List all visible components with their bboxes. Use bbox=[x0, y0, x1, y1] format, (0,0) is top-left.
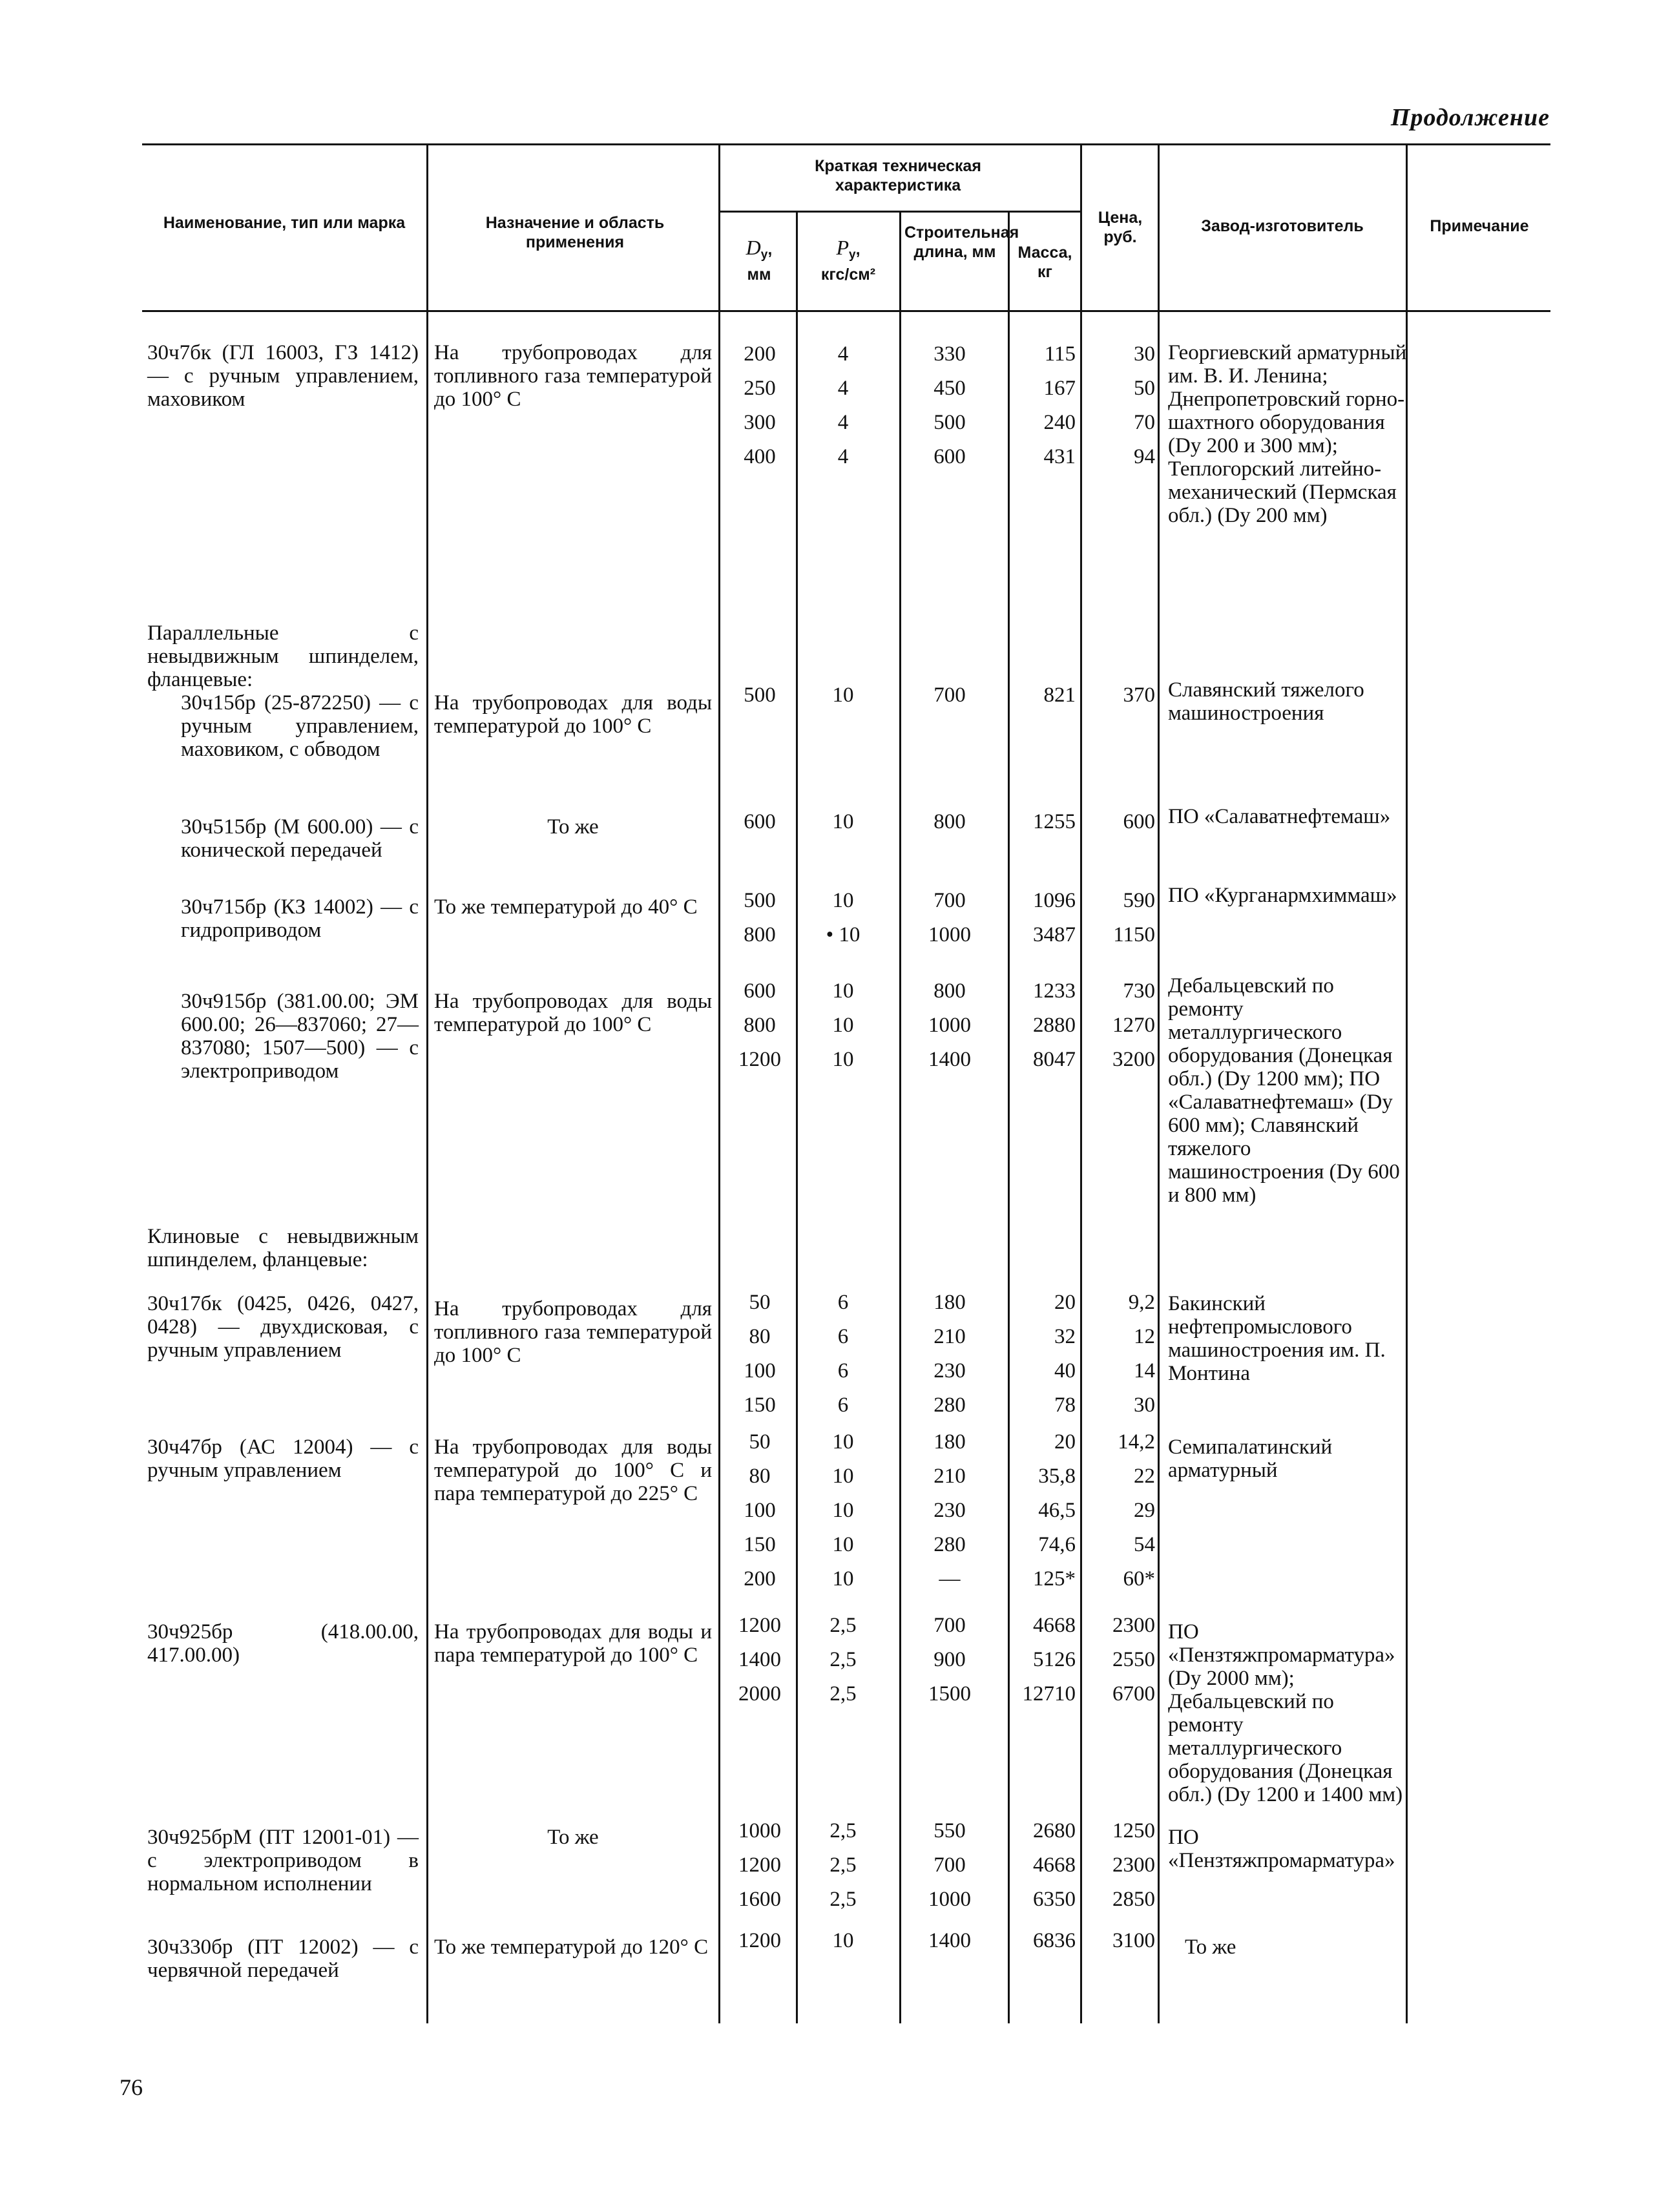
col-divider-py bbox=[899, 211, 901, 2023]
row-5-length-1: 210 bbox=[933, 1325, 966, 1348]
row-5-price-3: 30 bbox=[1134, 1393, 1155, 1417]
row-9-py bbox=[801, 1924, 885, 1958]
row-6-py-0: 10 bbox=[832, 1430, 854, 1454]
row-4-dy bbox=[721, 974, 798, 1077]
row-2-maker: ПО «Салаватнефтемаш» bbox=[1168, 805, 1391, 828]
row-1-price-0: 370 bbox=[1123, 683, 1155, 707]
row-7-py-0: 2,5 bbox=[829, 1614, 857, 1637]
row-4-py-1: 10 bbox=[832, 1014, 854, 1037]
row-3-py-1: • 10 bbox=[826, 923, 860, 946]
row-4-dy-2: 1200 bbox=[738, 1048, 781, 1071]
row-6-py bbox=[801, 1425, 885, 1596]
row-5-price-0: 9,2 bbox=[1128, 1291, 1155, 1314]
row-7-mass-0: 4668 bbox=[1033, 1614, 1076, 1637]
row-3-price bbox=[1078, 884, 1155, 952]
row-7-price bbox=[1078, 1609, 1155, 1711]
row-8-mass bbox=[1011, 1814, 1076, 1917]
row-8-mass-2: 6350 bbox=[1033, 1888, 1076, 1911]
header-dy: $D_у$, мм bbox=[746, 236, 773, 284]
header-dy-symbol: D bbox=[746, 236, 761, 259]
row-8-dy bbox=[721, 1814, 798, 1917]
row-1-length bbox=[904, 678, 995, 713]
row-9-mass bbox=[1011, 1924, 1076, 1958]
row-5-price-2: 14 bbox=[1134, 1359, 1155, 1382]
row-4-mass bbox=[1011, 974, 1076, 1077]
header-py-unit: кгс/см² bbox=[820, 266, 876, 284]
row-1-mass bbox=[1011, 678, 1076, 713]
row-0-name: 30ч7бк (ГЛ 16003, ГЗ 1412) — с ручным управлением, маховиком bbox=[147, 341, 419, 411]
row-6-dy-0: 50 bbox=[749, 1430, 771, 1454]
row-5-py-0: 6 bbox=[837, 1291, 849, 1314]
row-6-purpose: На трубопроводах для воды температурой до 100° С и пара температурой до 225° С bbox=[434, 1435, 712, 1505]
row-0-maker: Георгиевский арматурный им. В. И. Ленина; Днепропетровский горно-шахтного оборудования (Dу 200 и 300 мм); Теплогорский литейно-механический (Пермская обл.) (Dу 200 мм) bbox=[1168, 341, 1407, 527]
header-length-text: Строительная длина, мм bbox=[904, 224, 1019, 261]
header-top-rule bbox=[142, 143, 1550, 145]
row-7-length-0: 700 bbox=[933, 1614, 966, 1637]
row-5-price-1: 12 bbox=[1134, 1325, 1155, 1348]
row-7-py bbox=[801, 1609, 885, 1711]
col-divider-length bbox=[1008, 211, 1010, 2023]
row-4-purpose: На трубопроводах для воды температурой до 100° С bbox=[434, 990, 712, 1036]
row-0-mass-1: 167 bbox=[1043, 377, 1076, 400]
row-9-price bbox=[1078, 1924, 1155, 1958]
row-8-length bbox=[904, 1814, 995, 1917]
header-price-text: Цена, руб. bbox=[1098, 209, 1143, 246]
row-5-mass-0: 20 bbox=[1054, 1291, 1076, 1314]
row-6-py-2: 10 bbox=[832, 1499, 854, 1522]
row-6-mass-4: 125* bbox=[1033, 1567, 1076, 1591]
header-purpose bbox=[439, 213, 711, 252]
row-0-length bbox=[904, 337, 995, 474]
row-0-dy-1: 250 bbox=[744, 377, 776, 400]
header-note-text: Примечание bbox=[1430, 217, 1529, 235]
row-2-dy bbox=[721, 805, 798, 839]
row-7-dy-2: 2000 bbox=[738, 1682, 781, 1706]
row-0-length-1: 450 bbox=[933, 377, 966, 400]
row-9-maker: То же bbox=[1185, 1936, 1236, 1959]
row-6-name: 30ч47бр (АС 12004) — с ручным управлением bbox=[147, 1435, 419, 1482]
row-0-mass-0: 115 bbox=[1044, 342, 1076, 366]
row-7-dy bbox=[721, 1609, 798, 1711]
row-8-maker: ПО «Пензтяжпромарматура» bbox=[1168, 1826, 1395, 1872]
header-length bbox=[904, 223, 1019, 262]
row-2-price bbox=[1078, 805, 1155, 839]
row-3-length-1: 1000 bbox=[928, 923, 971, 946]
row-7-price-2: 6700 bbox=[1112, 1682, 1155, 1706]
row-7-price-1: 2550 bbox=[1112, 1648, 1155, 1671]
row-0-price-0: 30 bbox=[1134, 342, 1155, 366]
row-6-length bbox=[904, 1425, 995, 1596]
row-4-length-1: 1000 bbox=[928, 1014, 971, 1037]
row-5-length-0: 180 bbox=[933, 1291, 966, 1314]
row-2-name: 30ч515бр (М 600.00) — с конической передачей bbox=[181, 815, 419, 862]
row-3-py bbox=[801, 884, 885, 952]
row-4-length-2: 1400 bbox=[928, 1048, 971, 1071]
row-0-mass-3: 431 bbox=[1043, 445, 1076, 468]
row-9-length bbox=[904, 1924, 995, 1958]
row-6-length-3: 280 bbox=[933, 1533, 966, 1556]
row-8-py-2: 2,5 bbox=[829, 1888, 857, 1911]
row-6-dy-4: 200 bbox=[744, 1567, 776, 1591]
col-divider-purpose bbox=[718, 143, 720, 2023]
row-6-price-3: 54 bbox=[1134, 1533, 1155, 1556]
row-0-py bbox=[801, 337, 885, 474]
row-6-mass-1: 35,8 bbox=[1038, 1465, 1076, 1488]
row-6-length-2: 230 bbox=[933, 1499, 966, 1522]
row-8-price bbox=[1078, 1814, 1155, 1917]
row-0-price-3: 94 bbox=[1134, 445, 1155, 468]
header-mass-text: Масса, кг bbox=[1017, 244, 1072, 281]
continuation-title: Продолжение bbox=[1390, 104, 1550, 131]
row-0-price bbox=[1078, 337, 1155, 474]
row-3-purpose: То же температурой до 40° С bbox=[434, 895, 698, 919]
row-8-purpose: То же bbox=[547, 1826, 599, 1849]
row-7-mass-1: 5126 bbox=[1033, 1648, 1076, 1671]
row-6-py-1: 10 bbox=[832, 1465, 854, 1488]
row-2-purpose: То же bbox=[547, 815, 599, 839]
row-6-length-4: — bbox=[939, 1567, 961, 1591]
row-5-dy-0: 50 bbox=[749, 1291, 771, 1314]
row-1-dy bbox=[721, 678, 798, 713]
row-0-dy bbox=[721, 337, 798, 474]
row-6-dy-3: 150 bbox=[744, 1533, 776, 1556]
row-7-name: 30ч925бр (418.00.00, 417.00.00) bbox=[147, 1620, 419, 1667]
row-3-mass-0: 1096 bbox=[1033, 889, 1076, 912]
row-6-dy-2: 100 bbox=[744, 1499, 776, 1522]
row-6-mass bbox=[1011, 1425, 1076, 1596]
row-3-maker: ПО «Курганармхиммаш» bbox=[1168, 884, 1397, 907]
row-6-dy bbox=[721, 1425, 798, 1596]
row-3-price-1: 1150 bbox=[1113, 923, 1155, 946]
row-8-length-1: 700 bbox=[933, 1853, 966, 1877]
row-9-dy-0: 1200 bbox=[738, 1929, 781, 1952]
row-9-price-0: 3100 bbox=[1112, 1929, 1155, 1952]
row-9-name: 30ч330бр (ПТ 12002) — с червячной передачей bbox=[147, 1936, 419, 1982]
row-4-mass-2: 8047 bbox=[1033, 1048, 1076, 1071]
row-3-name: 30ч715бр (КЗ 14002) — с гидроприводом bbox=[181, 895, 419, 942]
row-2-py bbox=[801, 805, 885, 839]
row-1-py-0: 10 bbox=[832, 683, 854, 707]
row-5-dy-2: 100 bbox=[744, 1359, 776, 1382]
row-3-length-0: 700 bbox=[933, 889, 966, 912]
row-7-mass bbox=[1011, 1609, 1076, 1711]
row-2-mass bbox=[1011, 805, 1076, 839]
row-7-py-2: 2,5 bbox=[829, 1682, 857, 1706]
row-8-py-1: 2,5 bbox=[829, 1853, 857, 1877]
row-4-mass-1: 2880 bbox=[1033, 1014, 1076, 1037]
row-1-purpose: На трубопроводах для воды температурой до 100° С bbox=[434, 691, 712, 738]
header-tech-text: Краткая техническая характеристика bbox=[815, 157, 981, 194]
header-tech bbox=[762, 156, 1034, 195]
row-6-dy-1: 80 bbox=[749, 1465, 771, 1488]
row-0-py-2: 4 bbox=[837, 411, 849, 434]
row-3-dy-1: 800 bbox=[744, 923, 776, 946]
row-4-name: 30ч915бр (381.00.00; ЭМ 600.00; 26—837060; 27—837080; 1507—500) — с электроприводом bbox=[181, 990, 419, 1083]
row-3-py-0: 10 bbox=[832, 889, 854, 912]
row-2-price-0: 600 bbox=[1123, 810, 1155, 833]
row-1-name: 30ч15бр (25-872250) — с ручным управлением, маховиком, с обводом bbox=[181, 691, 419, 761]
row-6-mass-0: 20 bbox=[1054, 1430, 1076, 1454]
row-1-price bbox=[1078, 678, 1155, 713]
header-py-sub: у bbox=[849, 248, 856, 262]
row-4-py-2: 10 bbox=[832, 1048, 854, 1071]
row-8-py bbox=[801, 1814, 885, 1917]
row-3-dy-0: 500 bbox=[744, 889, 776, 912]
row-9-dy bbox=[721, 1924, 798, 1958]
row-0-length-2: 500 bbox=[933, 411, 966, 434]
row-0-price-2: 70 bbox=[1134, 411, 1155, 434]
row-0-dy-3: 400 bbox=[744, 445, 776, 468]
header-purpose-text: Назначение и область применения bbox=[485, 214, 665, 251]
row-5-mass-1: 32 bbox=[1054, 1325, 1076, 1348]
row-6-price-4: 60* bbox=[1123, 1567, 1155, 1591]
row-5-py-2: 6 bbox=[837, 1359, 849, 1382]
row-1-dy-0: 500 bbox=[744, 683, 776, 707]
row-0-py-3: 4 bbox=[837, 445, 849, 468]
row-5-name: 30ч17бк (0425, 0426, 0427, 0428) — двухдисковая, с ручным управлением bbox=[147, 1292, 419, 1362]
row-3-price-0: 590 bbox=[1123, 889, 1155, 912]
row-0-py-1: 4 bbox=[837, 377, 849, 400]
row-4-price bbox=[1078, 974, 1155, 1077]
row-7-length-1: 900 bbox=[933, 1648, 966, 1671]
row-1-mass-0: 821 bbox=[1043, 683, 1076, 707]
row-6-maker: Семипалатинский арматурный bbox=[1168, 1435, 1333, 1482]
row-0-dy-2: 300 bbox=[744, 411, 776, 434]
row-8-mass-1: 4668 bbox=[1033, 1853, 1076, 1877]
row-4-length bbox=[904, 974, 995, 1077]
row-5-dy-3: 150 bbox=[744, 1393, 776, 1417]
header-name bbox=[149, 213, 420, 233]
row-6-mass-2: 46,5 bbox=[1038, 1499, 1076, 1522]
row-6-py-3: 10 bbox=[832, 1533, 854, 1556]
row-5-length-3: 280 bbox=[933, 1393, 966, 1417]
row-2-length bbox=[904, 805, 995, 839]
row-6-length-1: 210 bbox=[933, 1465, 966, 1488]
row-7-dy-1: 1400 bbox=[738, 1648, 781, 1671]
row-4-price-0: 730 bbox=[1123, 979, 1155, 1003]
row-9-purpose: То же температурой до 120° С bbox=[434, 1936, 709, 1959]
page-number: 76 bbox=[120, 2074, 143, 2100]
row-7-price-0: 2300 bbox=[1112, 1614, 1155, 1637]
row-7-purpose: На трубопроводах для воды и пара температурой до 100° С bbox=[434, 1620, 712, 1667]
row-1-length-0: 700 bbox=[933, 683, 966, 707]
row-7-dy-0: 1200 bbox=[738, 1614, 781, 1637]
header-dy-unit: мм bbox=[747, 266, 771, 284]
row-5-mass bbox=[1011, 1286, 1076, 1423]
row-4-mass-0: 1233 bbox=[1033, 979, 1076, 1003]
row-6-mass-3: 74,6 bbox=[1038, 1533, 1076, 1556]
row-4-price-1: 1270 bbox=[1112, 1014, 1155, 1037]
row-0-length-3: 600 bbox=[933, 445, 966, 468]
row-7-length-2: 1500 bbox=[928, 1682, 971, 1706]
row-0-length-0: 330 bbox=[933, 342, 966, 366]
row-8-length-2: 1000 bbox=[928, 1888, 971, 1911]
row-9-mass-0: 6836 bbox=[1033, 1929, 1076, 1952]
row-7-mass-2: 12710 bbox=[1022, 1682, 1076, 1706]
col-divider-dy bbox=[796, 211, 798, 2023]
row-5-dy-1: 80 bbox=[749, 1325, 771, 1348]
row-5-mass-2: 40 bbox=[1054, 1359, 1076, 1382]
header-note bbox=[1408, 216, 1550, 236]
header-mass bbox=[1011, 243, 1079, 282]
header-dy-sub: у bbox=[760, 248, 768, 262]
row-1-maker: Славянский тяжелого машиностроения bbox=[1168, 678, 1364, 725]
row-0-price-1: 50 bbox=[1134, 377, 1155, 400]
header-price bbox=[1085, 208, 1155, 247]
row-4-py-0: 10 bbox=[832, 979, 854, 1003]
row-3-dy bbox=[721, 884, 798, 952]
section-wedge-title: Клиновые с невыдвижным шпинделем, фланцевые: bbox=[147, 1225, 419, 1271]
row-4-dy-1: 800 bbox=[744, 1014, 776, 1037]
row-5-maker: Бакинский нефтепромыслового машиностроения им. П. Монтина bbox=[1168, 1292, 1386, 1385]
row-6-price-1: 22 bbox=[1134, 1465, 1155, 1488]
header-maker bbox=[1163, 216, 1402, 236]
row-0-dy-0: 200 bbox=[744, 342, 776, 366]
row-5-mass-3: 78 bbox=[1054, 1393, 1076, 1417]
col-divider-name bbox=[426, 143, 428, 2023]
row-0-mass bbox=[1011, 337, 1076, 474]
row-9-py-0: 10 bbox=[832, 1929, 854, 1952]
row-4-price-2: 3200 bbox=[1112, 1048, 1155, 1071]
row-8-dy-2: 1600 bbox=[738, 1888, 781, 1911]
row-7-maker: ПО «Пензтяжпромарматура» (Dу 2000 мм); Дебальцевский по ремонту металлургического оборудования (Донецкая обл.) (Dу 1200 и 1400 мм) bbox=[1168, 1620, 1403, 1806]
row-6-price bbox=[1078, 1425, 1155, 1596]
header-name-text: Наименование, тип или марка bbox=[163, 214, 406, 232]
row-6-price-0: 14,2 bbox=[1118, 1430, 1155, 1454]
row-3-length bbox=[904, 884, 995, 952]
row-5-price bbox=[1078, 1286, 1155, 1423]
row-3-mass bbox=[1011, 884, 1076, 952]
header-maker-text: Завод-изготовитель bbox=[1201, 217, 1364, 235]
header-py-symbol: P bbox=[836, 236, 849, 259]
row-8-dy-1: 1200 bbox=[738, 1853, 781, 1877]
row-6-length-0: 180 bbox=[933, 1430, 966, 1454]
row-5-py-3: 6 bbox=[837, 1393, 849, 1417]
row-4-maker: Дебальцевский по ремонту металлургического оборудования (Донецкая обл.) (Dу 1200 мм); ПО «Салаватнефтемаш» (Dу 600 мм); Славянский тяжелого машиностроения (Dу 600 и 800 мм) bbox=[1168, 974, 1400, 1207]
row-0-mass-2: 240 bbox=[1043, 411, 1076, 434]
row-5-length bbox=[904, 1286, 995, 1423]
row-5-length-2: 230 bbox=[933, 1359, 966, 1382]
row-0-purpose: На трубопроводах для топливного газа температурой до 100° С bbox=[434, 341, 712, 411]
row-8-py-0: 2,5 bbox=[829, 1819, 857, 1842]
row-8-price-2: 2850 bbox=[1112, 1888, 1155, 1911]
row-8-price-0: 1250 bbox=[1112, 1819, 1155, 1842]
row-8-mass-0: 2680 bbox=[1033, 1819, 1076, 1842]
row-5-purpose: На трубопроводах для топливного газа температурой до 100° С bbox=[434, 1297, 712, 1367]
row-2-py-0: 10 bbox=[832, 810, 854, 833]
row-3-mass-1: 3487 bbox=[1033, 923, 1076, 946]
row-4-length-0: 800 bbox=[933, 979, 966, 1003]
row-6-price-2: 29 bbox=[1134, 1499, 1155, 1522]
row-7-length bbox=[904, 1609, 995, 1711]
row-2-dy-0: 600 bbox=[744, 810, 776, 833]
row-5-py bbox=[801, 1286, 885, 1423]
row-2-length-0: 800 bbox=[933, 810, 966, 833]
row-8-price-1: 2300 bbox=[1112, 1853, 1155, 1877]
row-5-py-1: 6 bbox=[837, 1325, 849, 1348]
row-1-py bbox=[801, 678, 885, 713]
row-4-py bbox=[801, 974, 885, 1077]
row-6-py-4: 10 bbox=[832, 1567, 854, 1591]
header-py: $P_у$, кгс/см² bbox=[820, 236, 876, 284]
row-7-py-1: 2,5 bbox=[829, 1648, 857, 1671]
row-4-dy-0: 600 bbox=[744, 979, 776, 1003]
row-8-dy-0: 1000 bbox=[738, 1819, 781, 1842]
row-5-dy bbox=[721, 1286, 798, 1423]
header-bottom-rule bbox=[142, 310, 1550, 312]
col-divider-price bbox=[1158, 143, 1160, 2023]
row-8-length-0: 550 bbox=[933, 1819, 966, 1842]
row-0-py-0: 4 bbox=[837, 342, 849, 366]
row-9-length-0: 1400 bbox=[928, 1929, 971, 1952]
row-2-mass-0: 1255 bbox=[1033, 810, 1076, 833]
section-parallel-title: Параллельные с невыдвижным шпинделем, фланцевые: bbox=[147, 621, 419, 691]
row-8-name: 30ч925брМ (ПТ 12001-01) — с электроприводом в нормальном исполнении bbox=[147, 1826, 419, 1895]
